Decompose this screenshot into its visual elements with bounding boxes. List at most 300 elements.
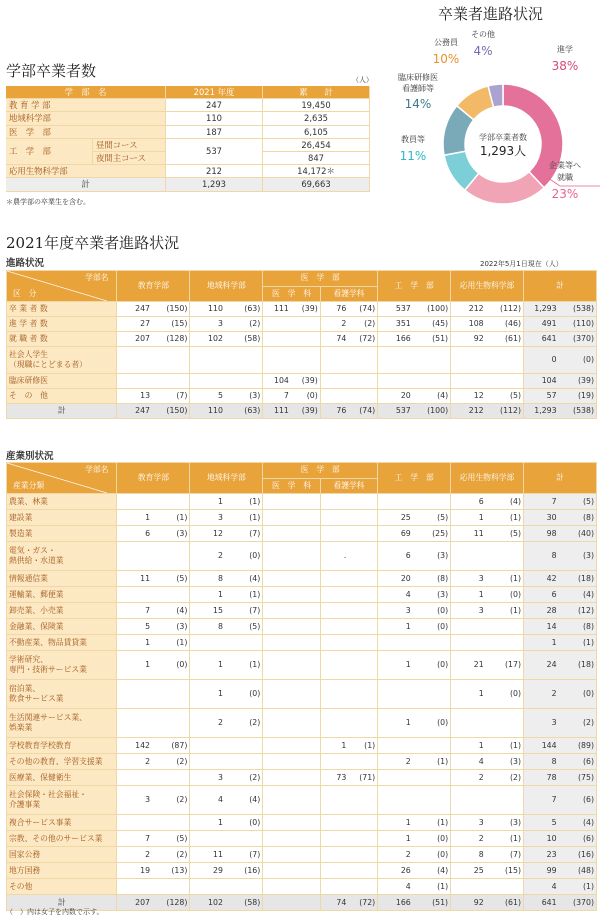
industry-cell-count: 1 <box>217 660 223 669</box>
industry-cell <box>117 738 190 754</box>
industry-cell-female: (1) <box>437 881 449 891</box>
progress-cell <box>451 404 524 419</box>
industry-table <box>6 462 597 911</box>
industry-cell <box>378 526 451 542</box>
progress-cell-female: (7) <box>176 391 188 400</box>
industry-cell-count: . <box>343 551 347 560</box>
industry-cell <box>190 619 263 635</box>
industry-cell <box>117 709 190 738</box>
industry-cell-count: 1 <box>551 637 557 647</box>
progress-cell <box>320 317 377 332</box>
industry-cell <box>451 815 524 831</box>
industry-col-engineering: 工 学 部 <box>378 463 451 494</box>
industry-cell-female: (2) <box>176 795 188 804</box>
industry-cell-count: 73 <box>336 772 347 782</box>
industry-cell-count: 11 <box>473 528 484 538</box>
progress-cell-count: 111 <box>274 304 289 313</box>
industry-cell-count: 1 <box>217 817 223 827</box>
industry-cell <box>320 571 377 587</box>
industry-cell-female: (3) <box>437 551 449 560</box>
industry-cell <box>524 571 597 587</box>
industry-cell <box>263 603 320 619</box>
industry-cell-female: (3) <box>509 817 522 827</box>
progress-col-med-dept: 医 学 科 <box>263 286 320 302</box>
grads-total-year: 1,293 <box>166 178 263 191</box>
industry-cell-female: (8) <box>437 573 449 583</box>
industry-cell <box>117 571 190 587</box>
industry-cell <box>451 770 524 786</box>
donut-label-name2-1: 就職 <box>557 173 573 182</box>
industry-row-label-line2: 介護事業 <box>9 800 41 809</box>
industry-cell-female: (1) <box>176 512 188 522</box>
grads-title: 学部卒業者数 <box>6 62 97 80</box>
industry-cell <box>117 895 190 911</box>
progress-cell <box>190 374 263 389</box>
progress-cell <box>451 389 524 404</box>
industry-cell <box>320 510 377 526</box>
industry-cell <box>117 815 190 831</box>
industry-title: 産業別状況 <box>6 451 54 462</box>
progress-cell <box>190 347 263 374</box>
progress-row <box>7 374 597 389</box>
industry-cell <box>451 651 524 680</box>
progress-cell-female: (19) <box>577 391 594 400</box>
industry-row <box>7 815 597 831</box>
industry-cell-female: (1) <box>582 881 594 891</box>
progress-cell <box>190 317 263 332</box>
grads-header-year: 2021 年度 <box>166 86 263 99</box>
industry-cell <box>320 542 377 571</box>
progress-cell-count: 207 <box>135 334 151 343</box>
progress-cell-female: (538) <box>573 406 594 415</box>
progress-cell <box>320 389 377 404</box>
industry-row <box>7 680 597 709</box>
industry-cell-female: (61) <box>505 897 522 907</box>
industry-cell <box>320 895 377 911</box>
industry-cell-female: (0) <box>249 689 261 698</box>
progress-cell-female: (370) <box>573 334 594 343</box>
industry-cell-count: 2 <box>551 689 557 698</box>
industry-cell <box>117 863 190 879</box>
industry-cell-count: 3 <box>478 605 484 615</box>
industry-cell-count: 3 <box>478 573 484 583</box>
industry-cell <box>117 754 190 770</box>
progress-cell-female: (15) <box>171 319 188 328</box>
progress-cell <box>451 317 524 332</box>
industry-cell <box>190 709 263 738</box>
industry-cell-female: (0) <box>437 621 449 631</box>
industry-cell <box>320 635 377 651</box>
industry-row-label: 不動産業、物品賃貸業 <box>7 635 117 651</box>
industry-cell <box>320 603 377 619</box>
industry-cell-count: 11 <box>213 849 223 859</box>
industry-cell-count: 166 <box>395 897 411 907</box>
industry-cell-female: (3) <box>582 551 594 560</box>
industry-cell-count: 7 <box>145 605 151 615</box>
progress-col-total: 計 <box>524 271 597 302</box>
industry-cell <box>117 847 190 863</box>
industry-cell-female: (16) <box>244 865 261 875</box>
progress-cell <box>378 347 451 374</box>
progress-cell-female: (39) <box>301 304 318 313</box>
industry-cell-count: 2 <box>145 756 151 766</box>
industry-cell-female: (1) <box>509 512 522 522</box>
progress-row <box>7 347 597 374</box>
industry-cell-count: 7 <box>551 496 557 506</box>
industry-cell <box>190 863 263 879</box>
progress-cell <box>263 374 320 389</box>
progress-row-label: 臨床研修医 <box>7 374 117 389</box>
industry-cell <box>451 510 524 526</box>
industry-cell <box>378 510 451 526</box>
industry-cell-female: (40) <box>577 528 594 538</box>
industry-cell-count: 28 <box>546 605 557 615</box>
industry-cell-count: 2 <box>217 718 223 727</box>
progress-cell-female: (39) <box>301 406 318 415</box>
industry-cell-female: (4) <box>249 795 261 804</box>
industry-cell-count: 3 <box>217 772 223 782</box>
industry-cell <box>263 786 320 815</box>
industry-cell-female: (8) <box>582 512 594 522</box>
progress-cell-female: (100) <box>427 406 449 415</box>
industry-cell-count: 4 <box>405 589 411 599</box>
industry-cell <box>190 542 263 571</box>
industry-cell <box>263 709 320 738</box>
progress-cell <box>378 317 451 332</box>
industry-cell <box>524 603 597 619</box>
industry-cell-female: (2) <box>249 718 261 727</box>
donut-label-name2-3: 看護師等 <box>402 84 434 93</box>
industry-row-label: 複合サービス事業 <box>7 815 117 831</box>
industry-cell <box>320 587 377 603</box>
industry-row <box>7 542 597 571</box>
industry-cell <box>117 770 190 786</box>
industry-cell-female: (1) <box>582 637 594 647</box>
industry-cell-female: (48) <box>577 865 594 875</box>
industry-cell-count: 74 <box>336 897 347 907</box>
industry-row <box>7 635 597 651</box>
industry-row-label: 卸売業、小売業 <box>7 603 117 619</box>
industry-cell <box>263 542 320 571</box>
progress-cell-count: 12 <box>473 391 484 400</box>
section-title: 2021年度卒業者進路状況 <box>6 234 180 252</box>
progress-cell-count: 102 <box>208 334 223 343</box>
grads-year-value: 187 <box>166 125 263 138</box>
industry-cell-female: (1) <box>249 496 261 506</box>
grads-note: ＊農学部の卒業生を含む。 <box>6 198 90 206</box>
progress-cell-count: 7 <box>283 391 289 400</box>
industry-cell-female: (15) <box>505 865 522 875</box>
industry-cell-count: 1 <box>217 496 223 506</box>
industry-row-label: 国家公務 <box>7 847 117 863</box>
industry-cell <box>117 510 190 526</box>
industry-cell-female: (13) <box>171 865 188 875</box>
grads-cum-value: 847 <box>263 151 370 164</box>
industry-cell <box>263 831 320 847</box>
industry-cell <box>378 847 451 863</box>
industry-cell-count: 42 <box>546 573 557 583</box>
progress-cell-female: (0) <box>582 355 594 364</box>
progress-cell-count: 537 <box>395 406 411 415</box>
industry-cell-female: (1) <box>509 740 522 750</box>
industry-cell <box>451 754 524 770</box>
industry-cell-count: 641 <box>541 897 557 907</box>
industry-cell-female: (8) <box>582 621 594 631</box>
industry-cell <box>524 815 597 831</box>
industry-row-label: 金融業、保険業 <box>7 619 117 635</box>
industry-cell-count: 7 <box>145 833 151 843</box>
industry-cell <box>190 786 263 815</box>
donut-label-name-3: 臨床研修医 <box>398 73 438 82</box>
industry-cell-count: 7 <box>551 795 557 804</box>
industry-cell-female: (1) <box>249 589 261 599</box>
industry-cell-count: 69 <box>400 528 411 538</box>
progress-cell-count: 1,293 <box>534 406 557 415</box>
grads-cum-value: 26,454 <box>263 138 370 151</box>
progress-cell-female: (74) <box>359 406 376 415</box>
industry-cell-female: (17) <box>505 660 522 669</box>
industry-cell <box>320 815 377 831</box>
progress-cell-female: (538) <box>573 304 594 313</box>
industry-col-nursing: 看護学科 <box>320 478 377 494</box>
industry-cell <box>524 863 597 879</box>
industry-cell-female: (7) <box>249 849 261 859</box>
progress-cell <box>190 389 263 404</box>
progress-cell <box>263 332 320 347</box>
industry-cell <box>378 770 451 786</box>
industry-cell <box>524 786 597 815</box>
industry-cell-female: (0) <box>509 689 522 698</box>
industry-cell <box>320 680 377 709</box>
progress-cell-count: 104 <box>541 376 557 385</box>
industry-cell <box>451 635 524 651</box>
progress-col-nursing: 看護学科 <box>320 286 377 302</box>
industry-footnote: （ ）内は女子を内数で示す。 <box>6 908 104 916</box>
industry-cell <box>378 863 451 879</box>
progress-col-engineering: 工 学 部 <box>378 271 451 302</box>
industry-cell-female: (0) <box>437 718 449 727</box>
progress-cell-female: (2) <box>364 319 376 328</box>
industry-cell-count: 207 <box>135 897 151 907</box>
industry-cell-female: (0) <box>437 833 449 843</box>
industry-cell-female: (2) <box>176 849 188 859</box>
progress-row-label-line2: （現職にとどまる者） <box>9 360 87 369</box>
industry-cell-female: (1) <box>176 637 188 647</box>
industry-row-label: その他 <box>7 879 117 895</box>
industry-cell <box>524 831 597 847</box>
industry-cell-female: (4) <box>582 589 594 599</box>
industry-cell <box>524 619 597 635</box>
progress-cell-count: 13 <box>140 391 151 400</box>
industry-cell-count: 1 <box>405 817 411 827</box>
industry-cell <box>117 542 190 571</box>
industry-cell-female: (6) <box>582 756 594 766</box>
industry-row-label-line2: 専門・技術サービス業 <box>9 665 87 674</box>
progress-cell-female: (39) <box>577 376 594 385</box>
industry-cell-count: 4 <box>405 881 411 891</box>
industry-cell-female: (4) <box>176 605 188 615</box>
industry-cell <box>263 754 320 770</box>
industry-cell <box>451 738 524 754</box>
industry-cell-count: 1 <box>405 621 411 631</box>
progress-cell-count: 491 <box>541 319 557 328</box>
donut-label-name-2: 教員等 <box>401 135 425 144</box>
industry-cell-count: 2 <box>217 551 223 560</box>
industry-row-label-line1: 生活関連サービス業、 <box>9 713 87 722</box>
industry-row-label-line1: 宿泊業、 <box>9 684 41 693</box>
industry-cell <box>378 651 451 680</box>
industry-cell-count: 10 <box>546 833 557 843</box>
industry-row <box>7 879 597 895</box>
industry-cell <box>378 603 451 619</box>
progress-cell-count: 166 <box>395 334 411 343</box>
industry-cell-count: 20 <box>400 573 411 583</box>
industry-cell-count: 29 <box>213 865 223 875</box>
industry-cell-count: 15 <box>213 605 223 615</box>
industry-cell <box>378 815 451 831</box>
progress-cell <box>117 404 190 419</box>
progress-cell-count: 74 <box>336 334 347 343</box>
industry-cell <box>263 770 320 786</box>
industry-cell <box>451 831 524 847</box>
industry-cell-female: (3) <box>437 589 449 599</box>
progress-cell <box>451 302 524 317</box>
industry-col-medicine: 医 学 部 <box>263 463 378 479</box>
progress-row <box>7 332 597 347</box>
progress-cell <box>378 374 451 389</box>
industry-cell <box>451 879 524 895</box>
grads-total-row <box>6 178 370 191</box>
progress-cell-female: (112) <box>500 406 522 415</box>
progress-cell-female: (46) <box>505 319 522 328</box>
progress-cell <box>378 404 451 419</box>
industry-row <box>7 526 597 542</box>
industry-cell <box>263 815 320 831</box>
industry-row <box>7 770 597 786</box>
industry-cell <box>263 863 320 879</box>
industry-cell-count: 1 <box>341 740 347 750</box>
progress-cell-count: 20 <box>400 391 411 400</box>
grads-course: 夜間主コース <box>93 151 166 164</box>
industry-cell <box>524 510 597 526</box>
industry-cell <box>451 587 524 603</box>
industry-cell <box>117 635 190 651</box>
industry-cell-count: 6 <box>478 496 484 506</box>
industry-row-label: 宗教、その他のサービス業 <box>7 831 117 847</box>
industry-cell-female: (71) <box>359 772 376 782</box>
industry-cell <box>378 709 451 738</box>
progress-cell-count: 92 <box>473 334 484 343</box>
industry-cell <box>524 651 597 680</box>
industry-cell <box>263 526 320 542</box>
industry-row-label-line1: 電気・ガス・ <box>9 546 56 555</box>
industry-cell-female: (1) <box>437 756 449 766</box>
progress-cell <box>263 389 320 404</box>
industry-cell <box>190 680 263 709</box>
industry-cell-count: 1 <box>478 589 484 599</box>
progress-cell-female: (4) <box>437 391 449 400</box>
progress-corner-top: 学部名 <box>85 273 109 282</box>
industry-cell <box>263 510 320 526</box>
progress-cell-count: 5 <box>217 391 223 400</box>
industry-cell-female: (3) <box>176 621 188 631</box>
industry-row <box>7 619 597 635</box>
progress-cell <box>524 332 597 347</box>
industry-row-label <box>7 786 117 815</box>
industry-cell <box>451 619 524 635</box>
progress-col-regional: 地域科学部 <box>190 271 263 302</box>
progress-cell-female: (3) <box>249 391 261 400</box>
industry-cell-female: (0) <box>249 817 261 827</box>
industry-col-med-dept: 医 学 科 <box>263 478 320 494</box>
progress-total-row <box>7 404 597 419</box>
donut-label-pct-5: 4% <box>473 44 493 58</box>
industry-cell <box>263 651 320 680</box>
industry-cell <box>378 494 451 510</box>
progress-row <box>7 317 597 332</box>
industry-row <box>7 831 597 847</box>
progress-cell-female: (72) <box>359 334 376 343</box>
progress-cell-count: 111 <box>274 406 289 415</box>
grads-table <box>6 86 370 192</box>
donut-label-name-4: 公務員 <box>434 38 458 47</box>
industry-cell <box>117 494 190 510</box>
industry-cell-female: (4) <box>509 496 522 506</box>
industry-cell-count: 26 <box>400 865 411 875</box>
industry-cell-female: (4) <box>582 817 594 827</box>
progress-cell <box>263 404 320 419</box>
progress-col-applied-bio: 応用生物科学部 <box>451 271 524 302</box>
industry-row-label-line2: 娯楽業 <box>9 723 33 732</box>
industry-corner <box>7 463 117 494</box>
industry-cell <box>320 738 377 754</box>
industry-cell-count: 8 <box>217 573 223 583</box>
industry-row <box>7 847 597 863</box>
progress-cell-female: (128) <box>166 334 188 343</box>
industry-cell-female: (1) <box>509 573 522 583</box>
industry-cell-count: 25 <box>400 512 411 522</box>
industry-cell <box>263 847 320 863</box>
industry-cell-count: 25 <box>473 865 484 875</box>
progress-cell-female: (63) <box>244 406 261 415</box>
industry-cell-female: (4) <box>249 573 261 583</box>
industry-cell-count: 1 <box>145 637 151 647</box>
progress-cell <box>263 302 320 317</box>
industry-cell-count: 21 <box>473 660 484 669</box>
industry-row <box>7 587 597 603</box>
progress-cell-female: (45) <box>432 319 449 328</box>
grads-faculty: 教 育 学 部 <box>6 99 166 112</box>
progress-cell <box>190 302 263 317</box>
industry-cell-female: (25) <box>432 528 449 538</box>
grads-year-value: 247 <box>166 99 263 112</box>
industry-cell-female: (3) <box>509 756 522 766</box>
industry-cell <box>117 680 190 709</box>
progress-cell-count: 0 <box>551 355 557 364</box>
industry-cell <box>524 754 597 770</box>
industry-row-label <box>7 709 117 738</box>
grads-cum-value: 19,450 <box>263 99 370 112</box>
industry-cell <box>320 754 377 770</box>
progress-cell <box>117 332 190 347</box>
industry-corner-top: 学部名 <box>85 465 109 474</box>
progress-cell <box>524 302 597 317</box>
industry-cell-female: (58) <box>244 897 261 907</box>
industry-cell-female: (16) <box>577 849 594 859</box>
progress-cell-female: (51) <box>432 334 449 343</box>
industry-cell <box>190 510 263 526</box>
progress-cell <box>524 404 597 419</box>
